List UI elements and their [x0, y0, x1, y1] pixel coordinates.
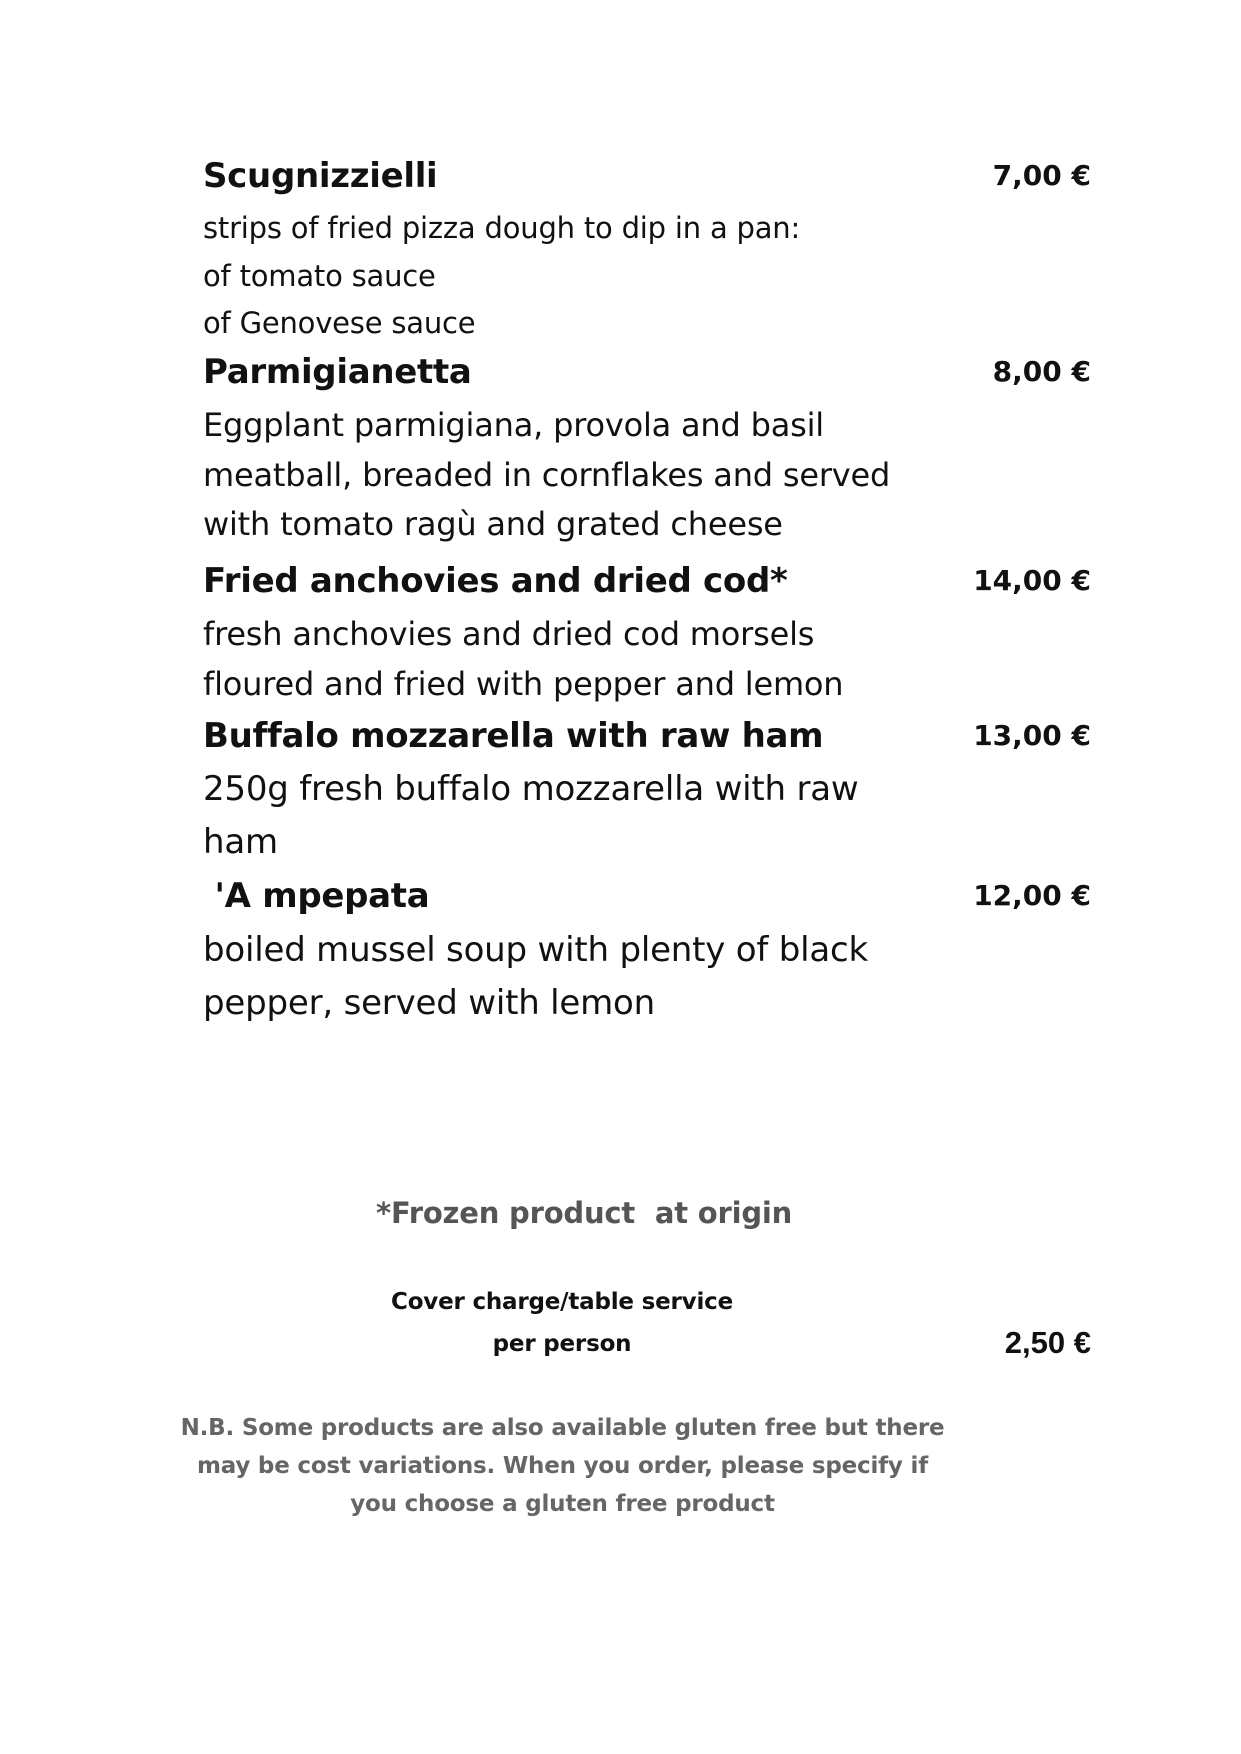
item-description-line: boiled mussel soup with plenty of black	[203, 930, 869, 970]
item-description-line: of Genovese sauce	[203, 306, 476, 340]
gluten-note-line: may be cost variations. When you order, please specify if	[196, 1453, 929, 1479]
item-name-buffalo-mozzarella: Buffalo mozzarella with raw ham	[203, 716, 824, 756]
item-price-a-mpepata: 12,00 €	[973, 879, 1091, 912]
cover-charge-label: Cover charge/table service	[391, 1289, 733, 1315]
item-price-parmigianetta: 8,00 €	[992, 355, 1091, 388]
item-name-a-mpepata: 'A mpepata	[203, 876, 430, 916]
item-price-buffalo-mozzarella: 13,00 €	[973, 719, 1091, 752]
gluten-note-line: you choose a gluten free product	[350, 1491, 775, 1517]
gluten-note-line: N.B. Some products are also available gluten free but there	[180, 1415, 945, 1441]
cover-charge-price: 2,50 €	[1004, 1325, 1091, 1360]
cover-charge-per-person: per person	[492, 1331, 632, 1357]
item-description-line: floured and fried with pepper and lemon	[203, 665, 844, 703]
item-description-line: strips of fried pizza dough to dip in a pan:	[203, 211, 801, 245]
item-description-line: fresh anchovies and dried cod morsels	[203, 615, 815, 653]
frozen-product-note: *Frozen product at origin	[376, 1196, 793, 1230]
item-description-line: of tomato sauce	[203, 259, 436, 293]
item-description-line: meatball, breaded in cornflakes and served	[203, 456, 891, 494]
item-price-fried-anchovies: 14,00 €	[973, 564, 1091, 597]
item-name-parmigianetta: Parmigianetta	[203, 352, 472, 392]
item-description-line: with tomato ragù and grated cheese	[203, 505, 783, 543]
item-description-line: Eggplant parmigiana, provola and basil	[203, 406, 824, 444]
item-description-line: 250g fresh buffalo mozzarella with raw	[203, 769, 859, 809]
item-name-scugnizzielli: Scugnizzielli	[203, 156, 438, 196]
item-description-line: ham	[203, 822, 278, 862]
item-price-scugnizzielli: 7,00 €	[992, 159, 1091, 192]
item-name-fried-anchovies: Fried anchovies and dried cod*	[203, 561, 788, 601]
item-description-line: pepper, served with lemon	[203, 983, 655, 1023]
gluten-free-note	[160, 1409, 965, 1523]
